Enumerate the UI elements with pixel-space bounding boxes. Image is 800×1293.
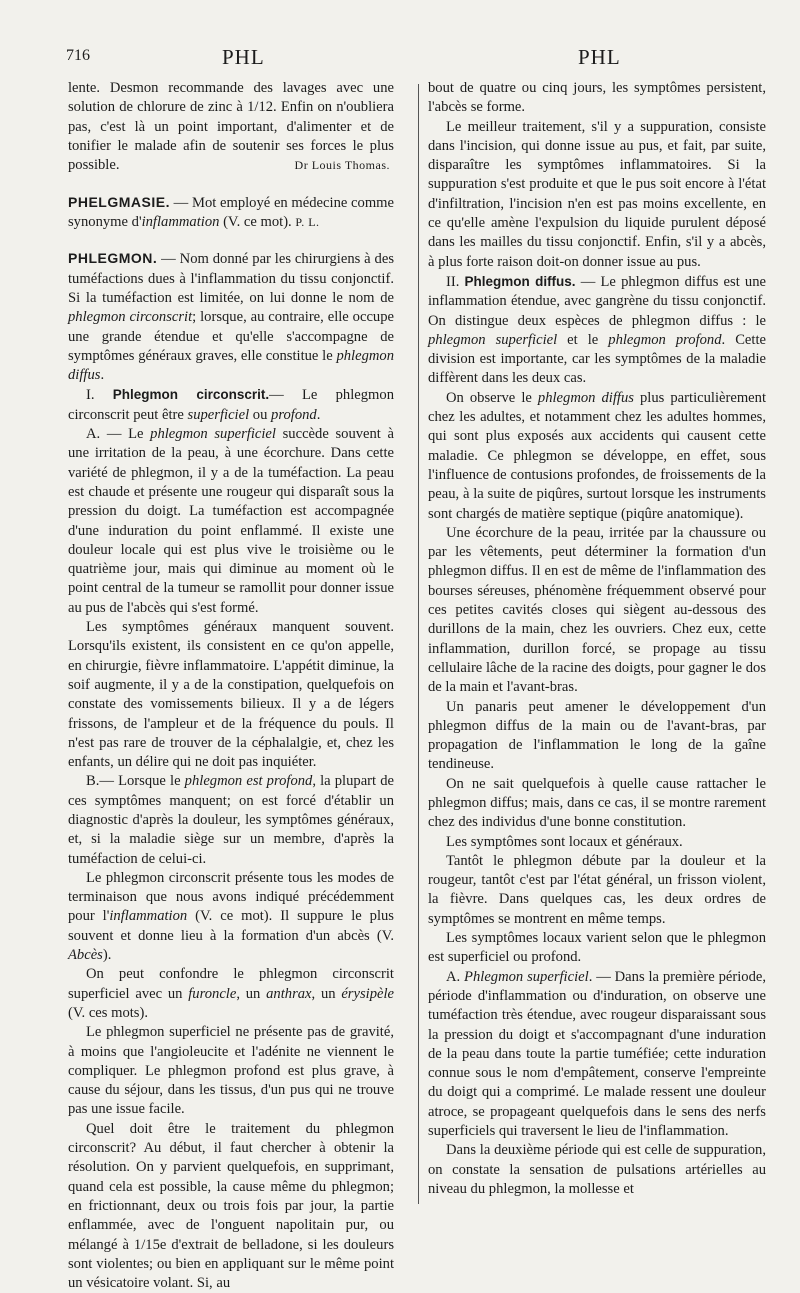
author-signature: Dr Louis Thomas. <box>294 158 390 173</box>
author-initials: P. L. <box>295 215 320 230</box>
paragraph: Le meilleur traitement, s'il y a suppuration, consiste dans l'incision, qui donne issue au pus, et fait, par suite, disparaître les symptômes inflammatoires. Si la suppuration s'est produite et que le pus soit encore à l'état d'infiltration, l'incision n'en est pas moins excellente, en ce qu'elle amène l'expulsion du liquide purulent déposé dans les mailles du tissu conjonctif. Enfin, s'il y a abcès, à plus forte raison doit-on donner issue au pus. <box>428 118 766 270</box>
paragraph: A. — Le phlegmon superficiel succède souvent à une irritation de la peau, à une écorchure. Dans cette variété de phlegmon, il y a de la tuméfaction. La peau est chaude et présente une rougeur qui disparaît sous la pression du doigt. La tuméfaction est accompagnée d'une induration du point enflammé. Il existe une douleur locale qui est plus vive le troisième ou le quatrième jour, mais qui diminue au moment où le point central de la tumeur se ramollit pour donner issue au pus de l'abcès qui s'est formé. <box>68 426 394 616</box>
running-head-left: PHL <box>222 45 265 69</box>
paragraph: On observe le phlegmon diffus plus particulièrement chez les adultes, et notamment chez les adultes hommes, qui sont plus exposés aux accidents qui causent cette maladie. Ce phlegmon se développe, en effet, sous l'influence de contusions profondes, de froissements de la peau, à la suite de piqûres, surtout lorsque les instruments sont chargés de matière septique (piqûre anatomique). <box>428 389 766 522</box>
page-number: 716 <box>66 47 90 64</box>
paragraph: Le phlegmon circonscrit présente tous les modes de terminaison que nous avons indiqué précédemment pour l'inflammation (V. ce mot). Il suppure le plus souvent et donne lieu à la formation d'un abcès (V. Abcès). <box>68 869 394 964</box>
paragraph: A. Phlegmon superficiel. — Dans la première période, période d'inflammation ou d'induration, on observe une tuméfaction très étendue, avec rougeur disparaissant sous la pression du doigt et s'accompagnant d'une induration de la peau dans toute la partie tuméfiée; cette induration connue sous le nom d'empâtement, conserve l'empreinte du doigt qui a comprimé. Le malade ressent une douleur atroce, se propageant quelquefois dans le sens des nerfs superficiels qui traversent le lieu de l'inflammation. <box>428 968 766 1140</box>
left-column <box>68 79 394 1293</box>
entry-phlegmon: PHLEGMON. — Nom donné par les chirurgiens à des tuméfactions dues à l'inflammation du tissu conjonctif. Si la tuméfaction est limitée, on lui donne le nom de phlegmon circonscrit; lorsque, au contraire, elle occupe une grande étendue et qu'elle s'accompagne de symptômes généraux graves, elle constitue le phlegmon diffus. <box>68 250 395 384</box>
paragraph: On peut confondre le phlegmon circonscrit superficiel avec un furoncle, un anthrax, un érysipèle (V. ces mots). <box>68 966 395 1021</box>
paragraph: Les symptômes locaux varient selon que le phlegmon est superficiel ou profond. <box>428 930 766 966</box>
paragraph: bout de quatre ou cinq jours, les symptômes persistent, l'abcès se forme. <box>428 80 766 116</box>
headword: PHELGMASIE. <box>68 193 170 210</box>
paragraph: Les symptômes sont locaux et généraux. <box>446 833 683 850</box>
paragraph: Les symptômes généraux manquent souvent. Lorsqu'ils existent, ils consistent en ce qu'on appelle, en chirurgie, fièvre inflammatoire. L'appétit diminue, la soif augmente, il y a de la constipation, quelquefois on constate des vomissements bilieux. Il y a de légers frissons, de l'ampleur et de la fréquence du pouls. Il n'est pas rare de trouver de la céphalalgie, et, chez les enfants, un délire qui ne doit pas inquiéter. <box>68 619 394 771</box>
paragraph: B.— Lorsque le phlegmon est profond, la plupart de ces symptômes manquent; on est forcé d'établir un diagnostic d'après la douleur, les symptômes généraux, et, si la maladie siège sur un membre, d'après la tuméfaction de celui-ci. <box>68 773 394 867</box>
paragraph: Tantôt le phlegmon débute par la douleur et la rougeur, tantôt c'est par l'état général, un frisson violent, la fièvre. Dans quelques cas, les deux ordres de symptômes se montrent en même temps. <box>428 852 766 927</box>
entry-phelgmasie: PHELGMASIE. — Mot employé en médecine comme synonyme d'inflammation (V. ce mot). P. L. <box>68 193 394 231</box>
paragraph: Dans la deuxième période qui est celle de suppuration, on constate la sensation de pulsations artérielles au niveau du phlegmon, la mollesse et <box>428 1142 766 1197</box>
paragraph: Quel doit être le traitement du phlegmon circonscrit? Au début, il faut chercher à obtenir la résolution. On y parvient quelquefois, en supprimant, quand cela est possible, la cause même du phlegmon; en frictionnant, deux ou trois fois par jour, la partie enflammée, avec de l'onguent napolitain pur, ou mélangé à 1/15e d'extrait de belladone, si les douleurs sont violentes; ou bien en appliquant sur le même point un vésicatoire volant. Si, au <box>68 1120 394 1292</box>
paragraph: Une écorchure de la peau, irritée par la chaussure ou par les vêtements, peut déterminer la formation d'un phlegmon diffus. Il en est de même de l'inflammation des bourses séreuses, phénomène fréquemment observé pour ces petites cavités closes qui siègent au-dessous des durillons de la main, chez les ouvriers. Chez eux, cette inflammation, durillon forcé, se propage au tissu cellulaire lâche de la racine des doigts, pour gagner le dos de la main et l'avant-bras. <box>428 524 766 696</box>
section-heading: I. Phlegmon circonscrit.— Le phlegmon circonscrit peut être superficiel ou profond. <box>68 387 394 423</box>
paragraph: Le phlegmon superficiel ne présente pas de gravité, à moins que l'angioleucite et l'adénite ne viennent le compliquer. Le phlegmon profond est plus grave, à cause du séjour, dans les tissus, d'un pus qui ne trouve pas une issue facile. <box>68 1024 394 1118</box>
running-head <box>0 47 800 71</box>
running-head-right: PHL <box>578 45 621 69</box>
paragraph: lente. Desmon recommande des lavages avec une solution de chlorure de zinc à 1/12. Enfin on n'oubliera pas, c'est là un point important, d'alimenter et de tonifier le malade afin de soutenir ses forces le plus possible. <box>68 80 394 174</box>
right-column <box>428 79 766 1199</box>
paragraph: On ne sait quelquefois à quelle cause rattacher le phlegmon diffus; mais, dans ce cas, il se montre rarement chez des individus d'une bonne constitution. <box>428 775 766 831</box>
section-heading: II. Phlegmon diffus. — Le phlegmon diffus est une inflammation étendue, avec gangrène du tissu conjonctif. On distingue deux espèces de phlegmon diffus : le phlegmon superficiel et le phlegmon profond. Cette division est importante, car les symptômes de la maladie diffèrent dans les deux cas. <box>428 273 767 387</box>
column-divider <box>418 84 419 1204</box>
paragraph: Un panaris peut amener le développement d'un phlegmon diffus de la main ou de l'avant-bras, par propagation de l'inflammation le long de la gaîne tendineuse. <box>428 698 766 773</box>
headword: PHLEGMON. <box>68 250 158 267</box>
